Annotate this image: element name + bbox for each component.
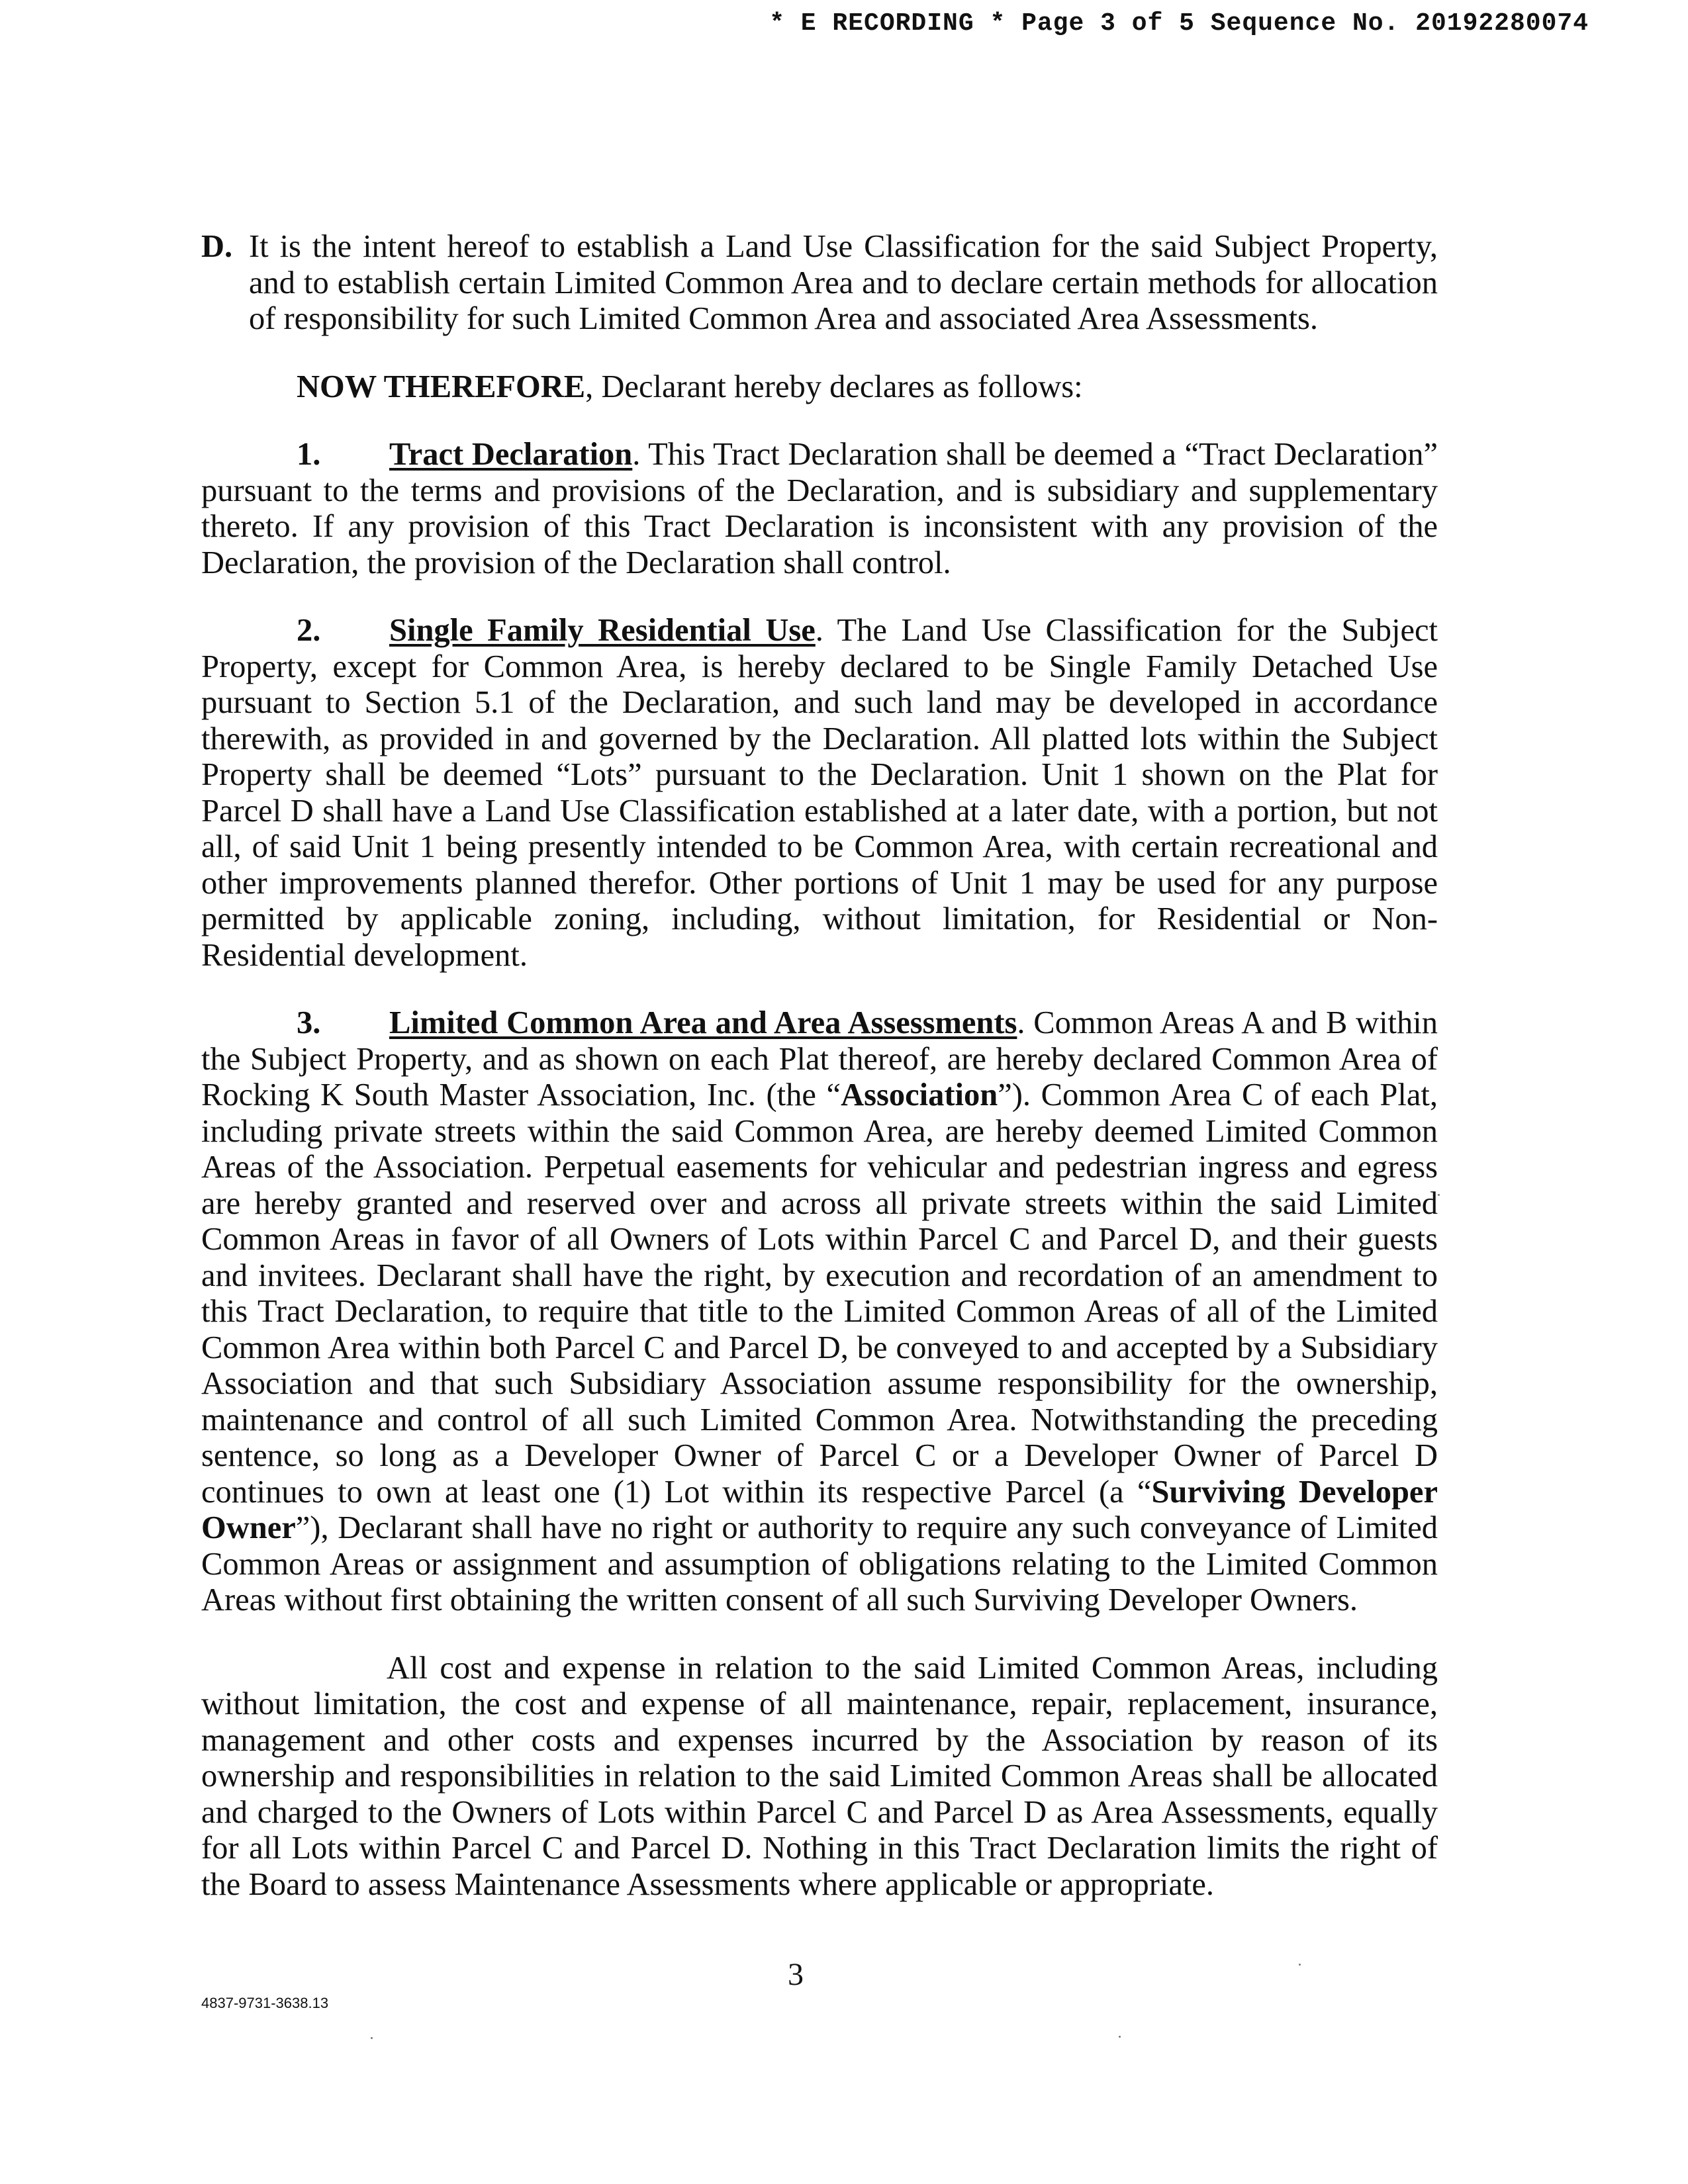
now-therefore-paragraph	[201, 369, 1438, 406]
document-id: 4837-9731-3638.13	[201, 1995, 329, 2011]
recording-stamp-header: * E RECORDING * Page 3 of 5 Sequence No. 20192280074	[769, 9, 1589, 38]
now-therefore-text: , Declarant hereby declares as follows:	[585, 369, 1083, 404]
section-3-heading: Limited Common Area and Area Assessments	[389, 1005, 1017, 1040]
recital-d-label: D.	[201, 229, 233, 264]
section-3-defined-term-association: Association	[841, 1077, 998, 1113]
section-3-number: 3.	[297, 1005, 321, 1040]
now-therefore-lead: NOW THEREFORE	[297, 369, 586, 404]
scan-speck	[371, 2037, 373, 2039]
page-number: 3	[788, 1957, 804, 1992]
section-2-single-family-use	[201, 613, 1438, 974]
document-body	[201, 229, 1438, 1903]
recital-d-text: It is the intent hereof to establish a Land Use Classification for the said Subject Property, and to establish certain Limited Common Area and to declare certain methods for allocation of responsibility for such Limited Common Area and associated Area Assessments.	[249, 229, 1438, 336]
section-1-heading: Tract Declaration	[389, 437, 633, 472]
section-3-text-part-1: . Common Areas A and B within the Subject Property, and as shown on each Plat thereof, are hereby declared Common Area of Rocking K South Master Association, Inc. (the “	[201, 1005, 1438, 1113]
section-1-number: 1.	[297, 437, 321, 472]
scan-speck	[1299, 1964, 1301, 1966]
section-3-text-part-3: ”), Declarant shall have no right or authority to require any such conveyance of Limited Common Areas or assignment and assumption of obligations relating to the Limited Common Areas without first obtaining the written consent of all such Surviving Developer Owners.	[201, 1510, 1438, 1617]
section-1-tract-declaration	[201, 437, 1438, 581]
section-2-text: . The Land Use Classification for the Subject Property, except for Common Area, is hereby declared to be Single Family Detached Use pursuant to Section 5.1 of the Declaration, and such land may be developed in accordance therewith, as provided in and governed by the Declaration. All platted lots within the Subject Property shall be deemed “Lots” pursuant to the Declaration. Unit 1 shown on the Plat for Parcel D shall have a Land Use Classification established at a later date, with a portion, but not all, of said Unit 1 being presently intended to be Common Area, with certain recreational and other improvements planned therefor. Other portions of Unit 1 may be used for any purpose permitted by applicable zoning, including, without limitation, for Residential or Non-Residential development.	[201, 613, 1438, 973]
cost-allocation-paragraph: All cost and expense in relation to the said Limited Common Areas, including without limitation, the cost and expense of all maintenance, repair, replacement, insurance, management and other costs and expenses incurred by the Association by reason of its ownership and responsibilities in relation to the said Limited Common Areas shall be allocated and charged to the Owners of Lots within Parcel C and Parcel D as Area Assessments, equally for all Lots within Parcel C and Parcel D. Nothing in this Tract Declaration limits the right of the Board to assess Maintenance Assessments where applicable or appropriate.	[201, 1650, 1438, 1902]
section-3-defined-term-surviving-developer-owner: Surviving Developer Owner	[201, 1474, 1438, 1545]
scan-speck	[1119, 2036, 1121, 2038]
scan-speck	[1438, 1194, 1440, 1196]
section-3-text-part-2: ”). Common Area C of each Plat, including private streets within the said Common Area, are hereby deemed Limited Common Areas of the Association. Perpetual easements for vehicular and pedestrian ingress and egress are hereby granted and reserved over and across all private streets within the said Limited Common Areas in favor of all Owners of Lots within Parcel C and Parcel D, and their guests and invitees. Declarant shall have the right, by execution and recordation of an amendment to this Tract Declaration, to require that title to the Limited Common Areas of all of the Limited Common Area within both Parcel C and Parcel D, be conveyed to and accepted by a Subsidiary Association and that such Subsidiary Association assume responsibility for the ownership, maintenance and control of all such Limited Common Area. Notwithstanding the preceding sentence, so long as a Developer Owner of Parcel C or a Developer Owner of Parcel D continues to own at least one (1) Lot within its respective Parcel (a “	[201, 1077, 1438, 1510]
section-1-text: . This Tract Declaration shall be deemed a “Tract Declaration” pursuant to the terms and provisions of the Declaration, and is subsidiary and supplementary thereto. If any provision of this Tract Declaration is inconsistent with any provision of the Declaration, the provision of the Declaration shall control.	[201, 437, 1438, 580]
section-2-number: 2.	[297, 613, 321, 648]
section-3-limited-common-area	[201, 1005, 1438, 1619]
section-2-heading: Single Family Residential Use	[389, 613, 816, 648]
recital-d	[201, 229, 1438, 338]
